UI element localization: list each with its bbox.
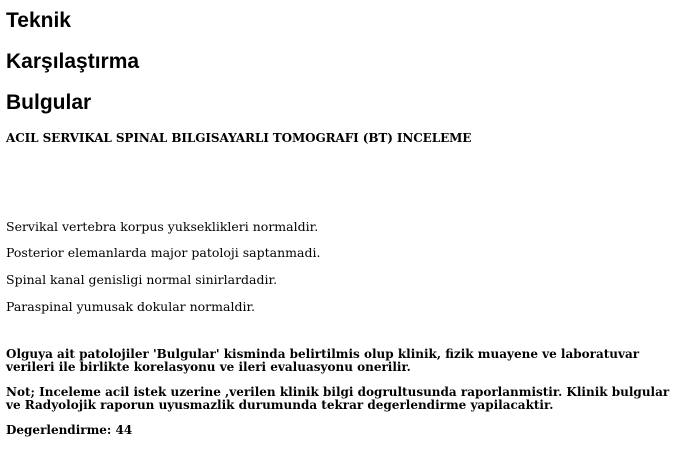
finding-line: Servikal vertebra korpus yukseklikleri normaldir. bbox=[6, 219, 319, 234]
exam-title: ACIL SERVIKAL SPINAL BILGISAYARLI TOMOGRAFI (BT) INCELEME bbox=[6, 131, 472, 145]
finding-line: Posterior elemanlarda major patoloji saptanmadi. bbox=[6, 245, 321, 260]
finding-line: Spinal kanal genisligi normal sinirlardadir. bbox=[6, 272, 278, 287]
finding-line: Paraspinal yumusak dokular normaldir. bbox=[6, 299, 256, 314]
section-heading-bulgular: Bulgular bbox=[6, 91, 92, 114]
section-heading-karsilastirma: Karşılaştırma bbox=[6, 50, 140, 73]
clinical-correlation-note: Olguya ait patolojiler 'Bulgular' kisminda belirtilmis olup klinik, fizik muayene ve laboratuvar verileri ile birlikte korelasyonu ve ileri evaluasyonu onerilir. bbox=[6, 347, 640, 374]
evaluation-score: Degerlendirme: 44 bbox=[6, 423, 133, 437]
disclaimer-note: Not; Inceleme acil istek uzerine ,verilen klinik bilgi dogrultusunda raporlanmistir. Klinik bulgular ve Radyolojik raporun uyusmazlik durumunda tekrar degerlendirme yapilacaktir. bbox=[6, 385, 670, 412]
section-heading-teknik: Teknik bbox=[6, 9, 71, 32]
